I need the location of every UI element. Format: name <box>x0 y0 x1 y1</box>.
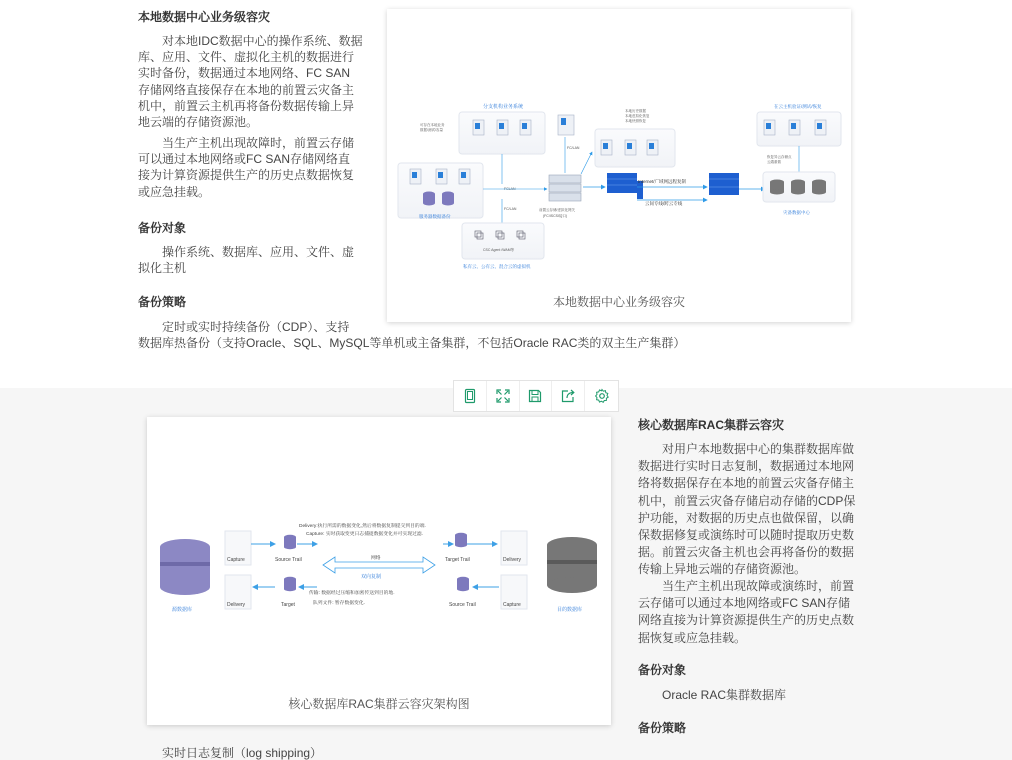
recovery-paragraph: 当生产主机出现故障时，前置云存储 可以通过本地网络或FC SAN存储网络直 接为计算资源提供生产的历史点数据恢复 或应急挂载。 <box>138 136 355 199</box>
svg-text:Capture: Capture <box>503 602 521 608</box>
svg-text:Capture: Capture <box>227 557 245 563</box>
svg-text:双向复制: 双向复制 <box>361 574 382 580</box>
settings-icon <box>594 388 610 404</box>
share-icon <box>560 388 576 404</box>
local-dc-architecture-diagram <box>387 9 851 322</box>
backup-target-text: Oracle RAC集群数据库 <box>662 688 787 702</box>
strategy-line-2: 数据库热备份（支持Oracle、SQL、MySQL等单机或主备集群，不包括Oracle RAC类的双主生产集群） <box>138 336 686 350</box>
svg-text:本地虚拟化恢复: 本地虚拟化恢复 <box>625 114 650 118</box>
svg-text:(FC/ISCSI接口): (FC/ISCSI接口) <box>543 214 568 218</box>
svg-text:Source Trail: Source Trail <box>275 557 302 563</box>
figure-caption: 核心数据库RAC集群云容灾架构图 <box>288 697 470 711</box>
settings-button[interactable] <box>585 381 618 411</box>
svg-text:数据/测试/容量: 数据/测试/容量 <box>420 128 443 132</box>
svg-text:服务器数据备份: 服务器数据备份 <box>419 214 451 219</box>
svg-text:Delivery: Delivery <box>227 602 246 608</box>
svg-text:源数据库: 源数据库 <box>172 607 193 613</box>
section-title: 本地数据中心业务级容灾 <box>138 10 271 24</box>
strategy-heading: 备份策略 <box>638 721 687 735</box>
svg-text:本地快照恢复: 本地快照恢复 <box>625 119 646 123</box>
svg-text:在云主机验证/测试/恢复: 在云主机验证/测试/恢复 <box>774 104 822 109</box>
svg-text:传输: 数据经过压缩和加密传送到目的地.: 传输: 数据经过压缩和加密传送到目的地. <box>309 591 395 596</box>
rac-architecture-diagram <box>147 417 611 725</box>
svg-text:云端重做: 云端重做 <box>767 160 781 164</box>
svg-text:Target Trail: Target Trail <box>445 557 470 563</box>
fullscreen-icon <box>495 388 511 404</box>
svg-text:恢复异云存储点: 恢复异云存储点 <box>767 155 792 159</box>
svg-text:Delivery:执行所需的数据变化,然后将数据复制提交到目: Delivery:执行所需的数据变化,然后将数据复制提交到目的端. <box>299 524 426 529</box>
share-button[interactable] <box>552 381 585 411</box>
backup-target-heading: 备份对象 <box>638 663 687 677</box>
svg-text:本地历史数据: 本地历史数据 <box>625 109 646 113</box>
fullscreen-button[interactable] <box>487 381 520 411</box>
section-rac-cluster <box>0 388 1012 760</box>
svg-text:Delivery: Delivery <box>503 557 522 563</box>
svg-text:目的数据库: 目的数据库 <box>557 607 583 613</box>
svg-text:私有云、公有云、混合云的虚拟机: 私有云、公有云、混合云的虚拟机 <box>463 264 531 269</box>
strategy-text: 实时日志复制（log shipping） <box>162 746 323 760</box>
svg-text:Internet/广域网远程复制: Internet/广域网远程复制 <box>638 179 687 184</box>
svg-text:FCLAN: FCLAN <box>504 187 516 191</box>
bookmark-button[interactable] <box>454 381 487 411</box>
svg-text:FC/LAN: FC/LAN <box>567 146 580 150</box>
backup-target-heading: 备份对象 <box>138 221 187 235</box>
svg-text:分支机构业务系统: 分支机构业务系统 <box>483 104 524 110</box>
save-button[interactable] <box>520 381 553 411</box>
description-paragraph: 对用户本地数据中心的集群数据库做 数据进行实时日志复制，数据通过本地网 络将数据保存在本地的前置云灾备存储主 机中，前置云灾备存储启动存储的CDP保 护功能，对数据的历史点也做保留，以确 保数据修复或演练时可以随时提取历史数 据。前置云灾备主机也会再将备份的数据 传输上异地云端的存储资源池。 <box>638 442 856 577</box>
recovery-paragraph: 当生产主机出现故障或演练时，前置 云存储可以通过本地网络或FC SAN存储 网络直接为计算资源提供生产的历史点数 据恢复或应急挂载。 <box>638 579 855 645</box>
svg-text:前置云存储/虚拟化网关: 前置云存储/虚拟化网关 <box>539 208 575 212</box>
svg-text:FC/LAN: FC/LAN <box>504 207 517 211</box>
strategy-heading: 备份策略 <box>138 295 187 309</box>
image-toolbar <box>453 380 619 412</box>
svg-text:Source Trail: Source Trail <box>449 602 476 608</box>
figure-caption: 本地数据中心业务级容灾 <box>552 295 685 309</box>
svg-text:可存在本地业务: 可存在本地业务 <box>420 123 445 127</box>
section-title: 核心数据库RAC集群云容灾 <box>638 418 784 432</box>
bookmark-icon <box>462 388 478 404</box>
svg-text:Target: Target <box>281 602 295 608</box>
svg-text:队列文件: 暂存数据变化.: 队列文件: 暂存数据变化. <box>313 601 365 606</box>
svg-text:网络: 网络 <box>371 556 381 561</box>
svg-text:灾备数据中心: 灾备数据中心 <box>783 210 810 215</box>
diagram-card-rac[interactable] <box>147 417 611 725</box>
strategy-line-1: 定时或实时持续备份（CDP）、支持 <box>162 320 350 334</box>
backup-target-text: 操作系统、数据库、应用、文件、虚 拟化主机 <box>138 245 355 276</box>
svg-text:Capture: 实时获取变更日志捕捉数据变化并可实现过滤.: Capture: 实时获取变更日志捕捉数据变化并可实现过滤. <box>306 532 424 537</box>
diagram-card-local-dc[interactable] <box>387 9 851 322</box>
svg-text:云间专线/跨云专线: 云间专线/跨云专线 <box>645 201 683 206</box>
save-icon <box>527 388 543 404</box>
description-paragraph: 对本地IDC数据中心的操作系统、数据 库、应用、文件、虚拟化主机的数据进行 实时备份，数据通过本地网络、FC SAN 存储网络直接保存在本地的前置云灾备主 机中，前置云主机再将备份数据传输上异 地云端的存储资源池。 <box>138 34 363 130</box>
svg-text:CSC Agent /WAM等: CSC Agent /WAM等 <box>483 248 515 252</box>
